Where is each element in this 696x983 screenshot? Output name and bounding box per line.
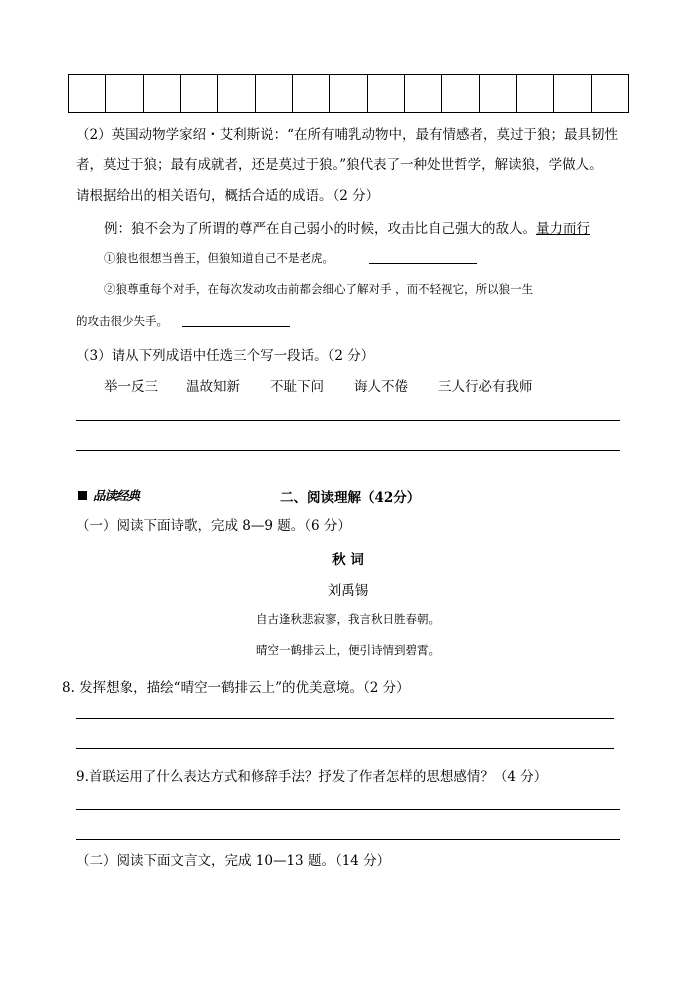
q2-line1: （2）英国动物学家绍・艾利斯说：“在所有哺乳动物中，最有情感者，莫过于狼；最具韧性 — [76, 127, 618, 143]
grid-cell[interactable] — [517, 75, 554, 112]
grid-cell[interactable] — [442, 75, 479, 112]
example-text: 例：狼不会为了所谓的尊严在自己弱小的时候，攻击比自己强大的敌人。 — [104, 221, 536, 237]
q2-example — [104, 217, 590, 237]
grid-cell[interactable] — [181, 75, 218, 112]
grid-cell[interactable] — [368, 75, 405, 112]
grid-cell[interactable] — [69, 75, 106, 112]
poem-line: 晴空一鹤排云上，便引诗情到碧霄。 — [256, 643, 440, 657]
q8-text: 8. 发挥想象，描绘“晴空一鹤排云上”的优美意境。（2 分） — [62, 680, 410, 696]
grid-cell[interactable] — [106, 75, 143, 112]
grid-cell[interactable] — [256, 75, 293, 112]
grid-cell[interactable] — [330, 75, 367, 112]
grid-cell[interactable] — [592, 75, 628, 112]
answer-blank[interactable] — [369, 263, 477, 264]
item1-text: ①狼也很想当兽王，但狼知道自己不是老虎。 — [104, 251, 334, 265]
q2-line2: 者，莫过于狼；最有成就者，还是莫过于狼。”狼代表了一种处世哲学，解读狼，学做人。 — [76, 157, 603, 173]
answer-line[interactable] — [76, 748, 614, 749]
grid-cell[interactable] — [405, 75, 442, 112]
q9-text: 9.首联运用了什么表达方式和修辞手法？抒发了作者怎样的思想感情？（4 分） — [76, 769, 548, 785]
q2-item1 — [104, 250, 334, 266]
answer-line[interactable] — [76, 420, 620, 421]
square-icon — [78, 491, 87, 500]
section-stamp — [78, 486, 139, 504]
poem-line: 自古逢秋悲寂寥，我言秋日胜春朝。 — [256, 612, 440, 626]
part1-instruction: （一）阅读下面诗歌，完成 8—9 题。（6 分） — [76, 518, 351, 534]
example-answer: 量力而行 — [536, 221, 590, 237]
grid-cell[interactable] — [480, 75, 517, 112]
grid-cell[interactable] — [554, 75, 591, 112]
answer-blank[interactable] — [182, 326, 290, 327]
grid-cell[interactable] — [144, 75, 181, 112]
answer-line[interactable] — [76, 450, 620, 451]
poem-author: 刘禹锡 — [327, 583, 369, 599]
q2-item2-line1: ②狼尊重每个对手，在每次发动攻击前都会细心了解对手 ，而不轻视它，所以狼一生 — [104, 282, 534, 296]
answer-grid — [68, 74, 629, 113]
answer-line[interactable] — [76, 839, 620, 840]
q2-item2-line2: 的攻击很少失手。 — [76, 314, 168, 328]
stamp-text: 品读经典 — [93, 488, 140, 503]
grid-cell[interactable] — [293, 75, 330, 112]
part2-instruction: （二）阅读下面文言文，完成 10—13 题。（14 分） — [76, 853, 391, 869]
idiom-item: 举一反三 — [104, 379, 158, 395]
answer-line[interactable] — [76, 809, 620, 810]
poem-title: 秋 词 — [332, 552, 364, 568]
idiom-item: 不耻下问 — [270, 379, 324, 395]
answer-line[interactable] — [76, 718, 614, 719]
section-heading: 二、阅读理解（42分） — [280, 490, 421, 506]
idiom-item: 三人行必有我师 — [438, 379, 533, 395]
q2-line3: 请根据给出的相关语句，概括合适的成语。（2 分） — [76, 188, 380, 204]
idiom-item: 诲人不倦 — [354, 379, 408, 395]
q3-prompt: （3）请从下列成语中任选三个写一段话。（2 分） — [76, 348, 375, 364]
grid-cell[interactable] — [218, 75, 255, 112]
idiom-item: 温故知新 — [186, 379, 240, 395]
